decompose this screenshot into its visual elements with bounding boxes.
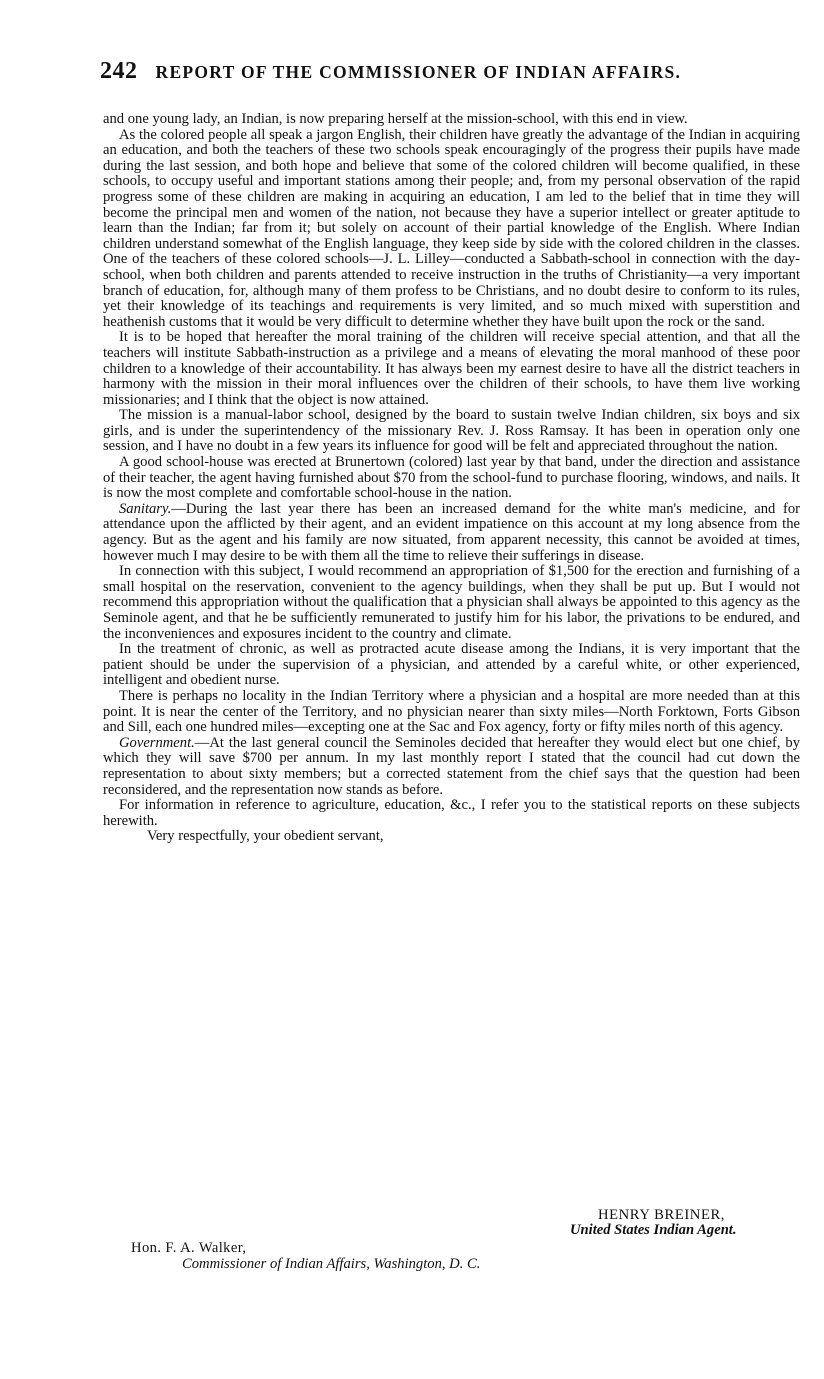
- paragraph-chronic-disease: In the treatment of chronic, as well as protracted acute disease among the Indians, it is very important that the patient should be under the supervision of a physician, and attended by a careful white, or other experienced, intelligent and obedient nurse.: [103, 641, 800, 689]
- signature-name: HENRY BREINER,: [598, 1207, 726, 1223]
- signature-title: United States Indian Agent.: [570, 1222, 737, 1238]
- addressee-name: Hon. F. A. Walker,: [131, 1240, 247, 1256]
- paragraph-sanitary-text: —During the last year there has been an increased demand for the white man's medicine, and for attendance upon the afflicted by their agent, and an evident impatience on this account at my long absence from the agency. But as the agent and his family are now situated, from apparent necessity, this cannot be avoided at times, however much I may desire to be with them all the time to relieve their sufferings in disease.: [103, 500, 800, 564]
- paragraph-brunertown-school: A good school-house was erected at Brunertown (colored) last year by that band, under the direction and assistance of their teacher, the agent having furnished about $70 from the school-fund to purchase flooring, windows, and nails. It is now the most complete and comfortable school-house in the nation.: [103, 454, 800, 502]
- paragraph-manual-labor-school: The mission is a manual-labor school, designed by the board to sustain twelve Indian children, six boys and six girls, and is under the superintendency of the missionary Rev. J. Ross Ramsay. It has been in operation only one session, and I have no doubt in a few years its influence for good will be felt and appreciated throughout the nation.: [103, 407, 800, 455]
- paragraph-government-text: —At the last general council the Seminoles decided that hereafter they would elect but one chief, by which they will save $700 per annum. In my last monthly report I stated that the council had cut down the representation to about sixty members; but a corrected statement from the chief says that the question had been reconsidered, and the representation now stands as before.: [103, 734, 800, 798]
- section-label-sanitary: Sanitary.: [119, 500, 172, 517]
- paragraph-sanitary: [103, 502, 800, 564]
- paragraph-hospital-appropriation: In connection with this subject, I would recommend an appropriation of $1,500 for the erection and furnishing of a small hospital on the reservation, convenient to the agency buildings, when they shall be put up. But I would not recommend this appropriation without the qualification that a physician shall always be appointed to this agency as the Seminole agent, and that he be sufficiently remunerated to justify him for his labor, the privations to be endured, and the inconveniences and exposures incident to the country and climate.: [103, 563, 800, 642]
- paragraph-colored-schools: As the colored people all speak a jargon English, their children have greatly the advantage of the Indian in acquiring an education, and both the teachers of these two schools speak encouragingly of the progress their pupils have made during the last session, and both hope and believe that some of the colored children will become qualified, in these schools, to occupy useful and important stations among their people; and, from my personal observation of the rapid progress some of these children are making in acquiring an education, I am led to the belief that in time they will become the principal men and women of the nation, not because they have a superior intellect or greater aptitude to learn than the Indian; far from it; but solely on account of their partial knowledge of the English. Where Indian children understand somewhat of the English language, they keep side by side with the colored children in the classes. One of the teachers of these colored schools—J. L. Lilley—conducted a Sabbath-school in connection with the day-school, when both children and parents attended to receive instruction in the truths of Christianity—a very important branch of education, for, although many of them profess to be Christians, and no doubt desire to conform to its rules, yet their knowledge of its teachings and requirements is very limited, and so much mixed with superstition and heathenish customs that it would be very difficult to determine whether they have built upon the rock or the sand.: [103, 126, 800, 330]
- page-number: 242: [100, 58, 138, 84]
- paragraph-physician-need: There is perhaps no locality in the Indian Territory where a physician and a hospital are more needed than at this point. It is near the center of the Territory, and no physician nearer than sixty miles—North Forktown, Forts Gibson and Sill, each one hundred miles—excepting one at the Sac and Fox agency, forty or fifty miles north of this agency.: [103, 687, 800, 736]
- addressee-title: Commissioner of Indian Affairs, Washington, D. C.: [182, 1256, 481, 1272]
- report-body: [103, 112, 800, 845]
- paragraph-mission-school: and one young lady, an Indian, is now preparing herself at the mission-school, with this end in view.: [103, 111, 688, 127]
- section-label-government: Government.: [119, 734, 195, 751]
- running-title: REPORT OF THE COMMISSIONER OF INDIAN AFFAIRS.: [155, 62, 682, 82]
- paragraph-government: [103, 736, 800, 798]
- paragraph-moral-training: It is to be hoped that hereafter the moral training of the children will receive special attention, and that all the teachers will institute Sabbath-instruction as a privilege and a means of elevating the moral manhood of these poor children to a knowledge of their accountability. It has always been my earnest desire to have all the district teachers in harmony with the mission in their moral influences over the children of their schools, to have them live working missionaries; and I think that the object is now attained.: [103, 329, 800, 408]
- closing-salutation: Very respectfully, your obedient servant,: [147, 828, 384, 845]
- page-header: [100, 58, 800, 85]
- paragraph-statistical-reports: For information in reference to agriculture, education, &c., I refer you to the statistical reports on these subjects herewith.: [103, 797, 800, 829]
